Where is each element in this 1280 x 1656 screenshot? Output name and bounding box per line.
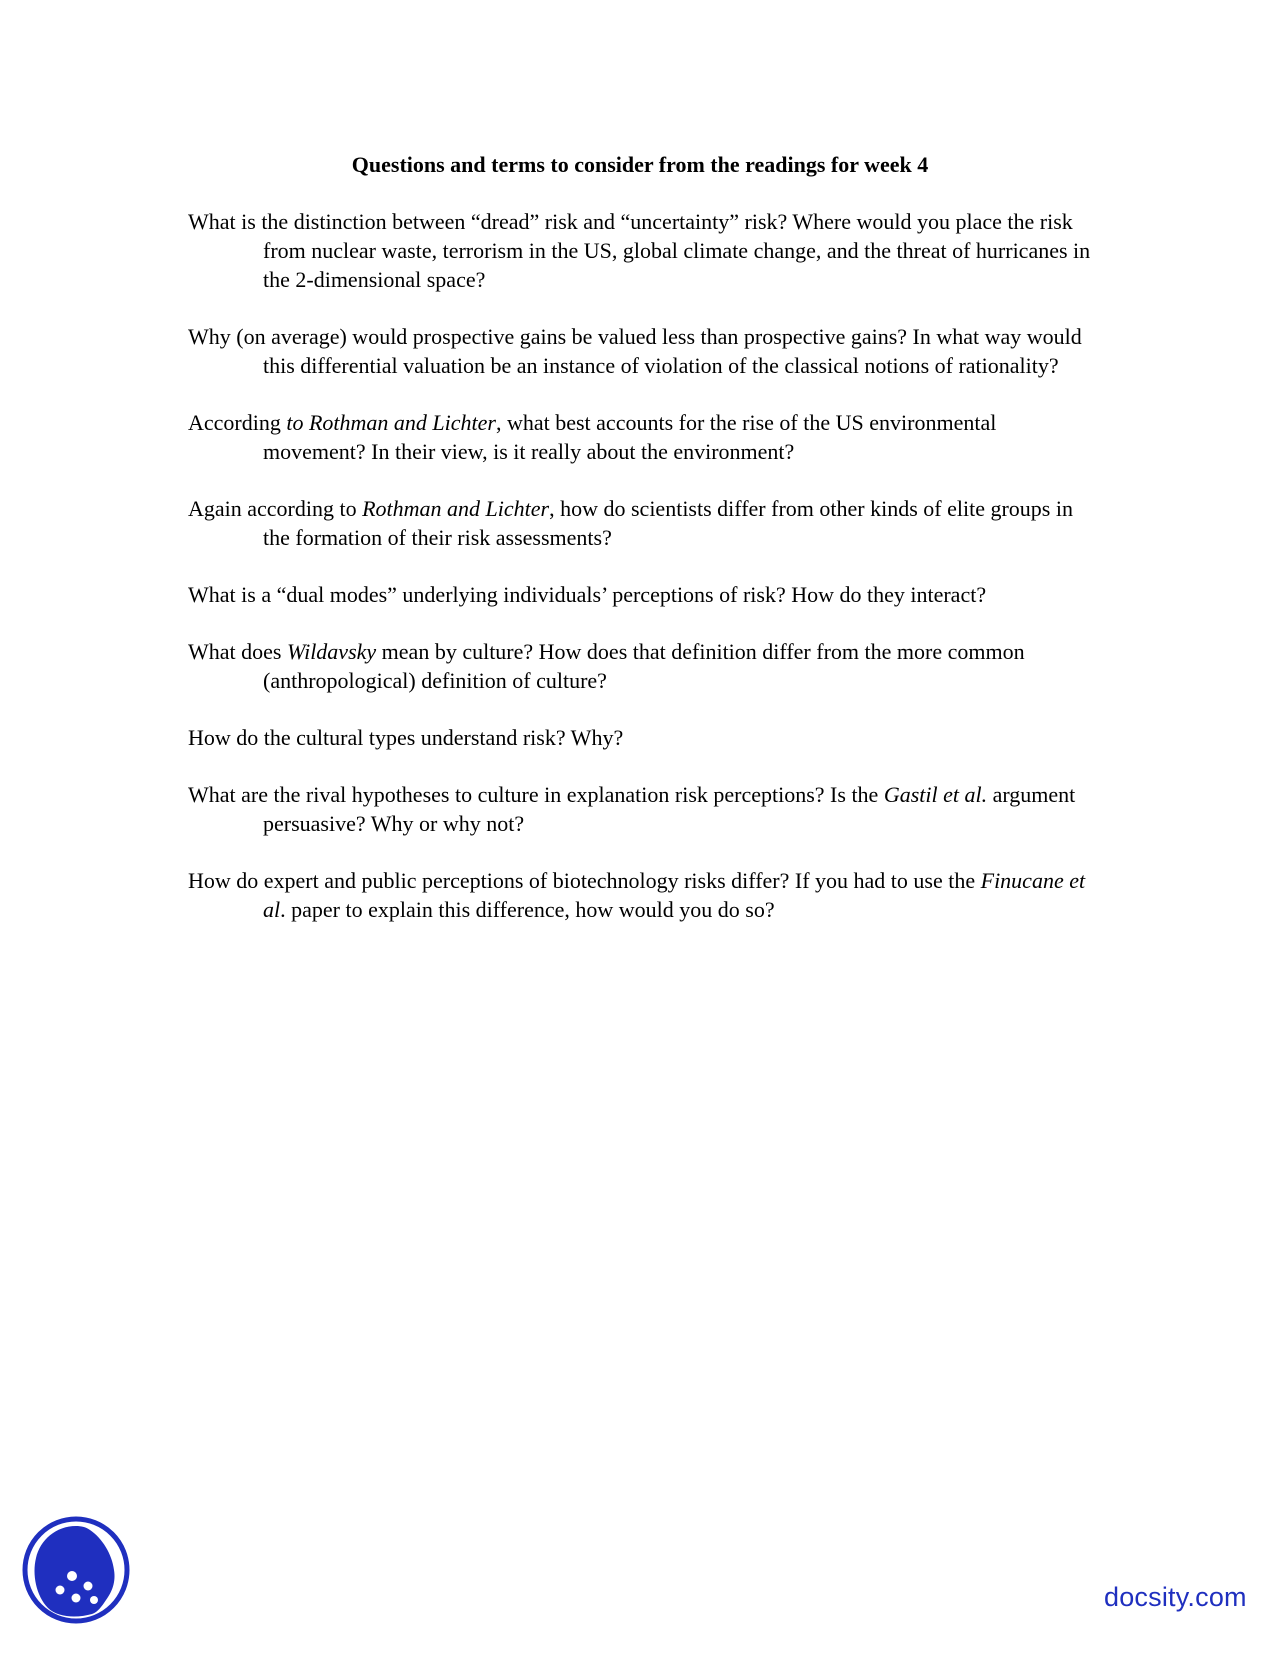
question-8 [188, 780, 1098, 838]
cited-authors: to Rothman and Lichter [286, 410, 496, 435]
cited-authors: Rothman and Lichter [362, 496, 550, 521]
question-5 [188, 580, 1098, 609]
question-text: What are the rival hypotheses to culture in explanation risk perceptions? Is the [188, 782, 884, 807]
page-title: Questions and terms to consider from the readings for week 4 [351, 152, 929, 177]
question-text: mean by culture? How does that definition differ from the more common (anthropological) definition of culture? [263, 639, 1025, 693]
question-text: What does [188, 639, 287, 664]
question-text: Why (on average) would prospective gains be valued less than prospective gains? In what way would this differential valuation be an instance of violation of the classical notions of rationality? [188, 324, 1082, 378]
cited-authors: Finucane et al [263, 868, 1086, 922]
question-6 [188, 637, 1098, 695]
question-4 [188, 494, 1098, 552]
question-9 [188, 866, 1098, 924]
question-text: What is a “dual modes” underlying individuals’ perceptions of risk? How do they interact? [188, 582, 987, 607]
question-text: Again according to [188, 496, 363, 521]
question-list [188, 207, 1098, 952]
question-text: What is the distinction between “dread” risk and “uncertainty” risk? Where would you place the risk from nuclear waste, terrorism in the US, global climate change, and the threat of hurricanes in the 2-dimensional space? [188, 209, 1091, 292]
question-3 [188, 408, 1098, 466]
question-1 [188, 207, 1098, 294]
question-text: How do expert and public perceptions of biotechnology risks differ? If you had to use the [188, 868, 981, 893]
question-text: argument persuasive? Why or why not? [263, 782, 1076, 836]
question-text: How do the cultural types understand risk? Why? [188, 725, 624, 750]
docsity-logo-graphic [20, 1514, 132, 1626]
docsity-logo-icon[interactable] [20, 1514, 132, 1626]
question-text: , what best accounts for the rise of the US environmental movement? In their view, is it really about the environment? [263, 410, 997, 464]
docsity-link[interactable]: docsity.com [1104, 1582, 1247, 1612]
cited-authors: Wildavsky [286, 639, 377, 664]
question-7 [188, 723, 1098, 752]
question-2 [188, 322, 1098, 380]
question-text: According [188, 410, 287, 435]
question-text: , how do scientists differ from other kinds of elite groups in the formation of their risk assessments? [263, 496, 1073, 550]
question-text: . paper to explain this difference, how would you do so? [280, 897, 775, 922]
cited-authors: Gastil et al. [883, 782, 988, 807]
